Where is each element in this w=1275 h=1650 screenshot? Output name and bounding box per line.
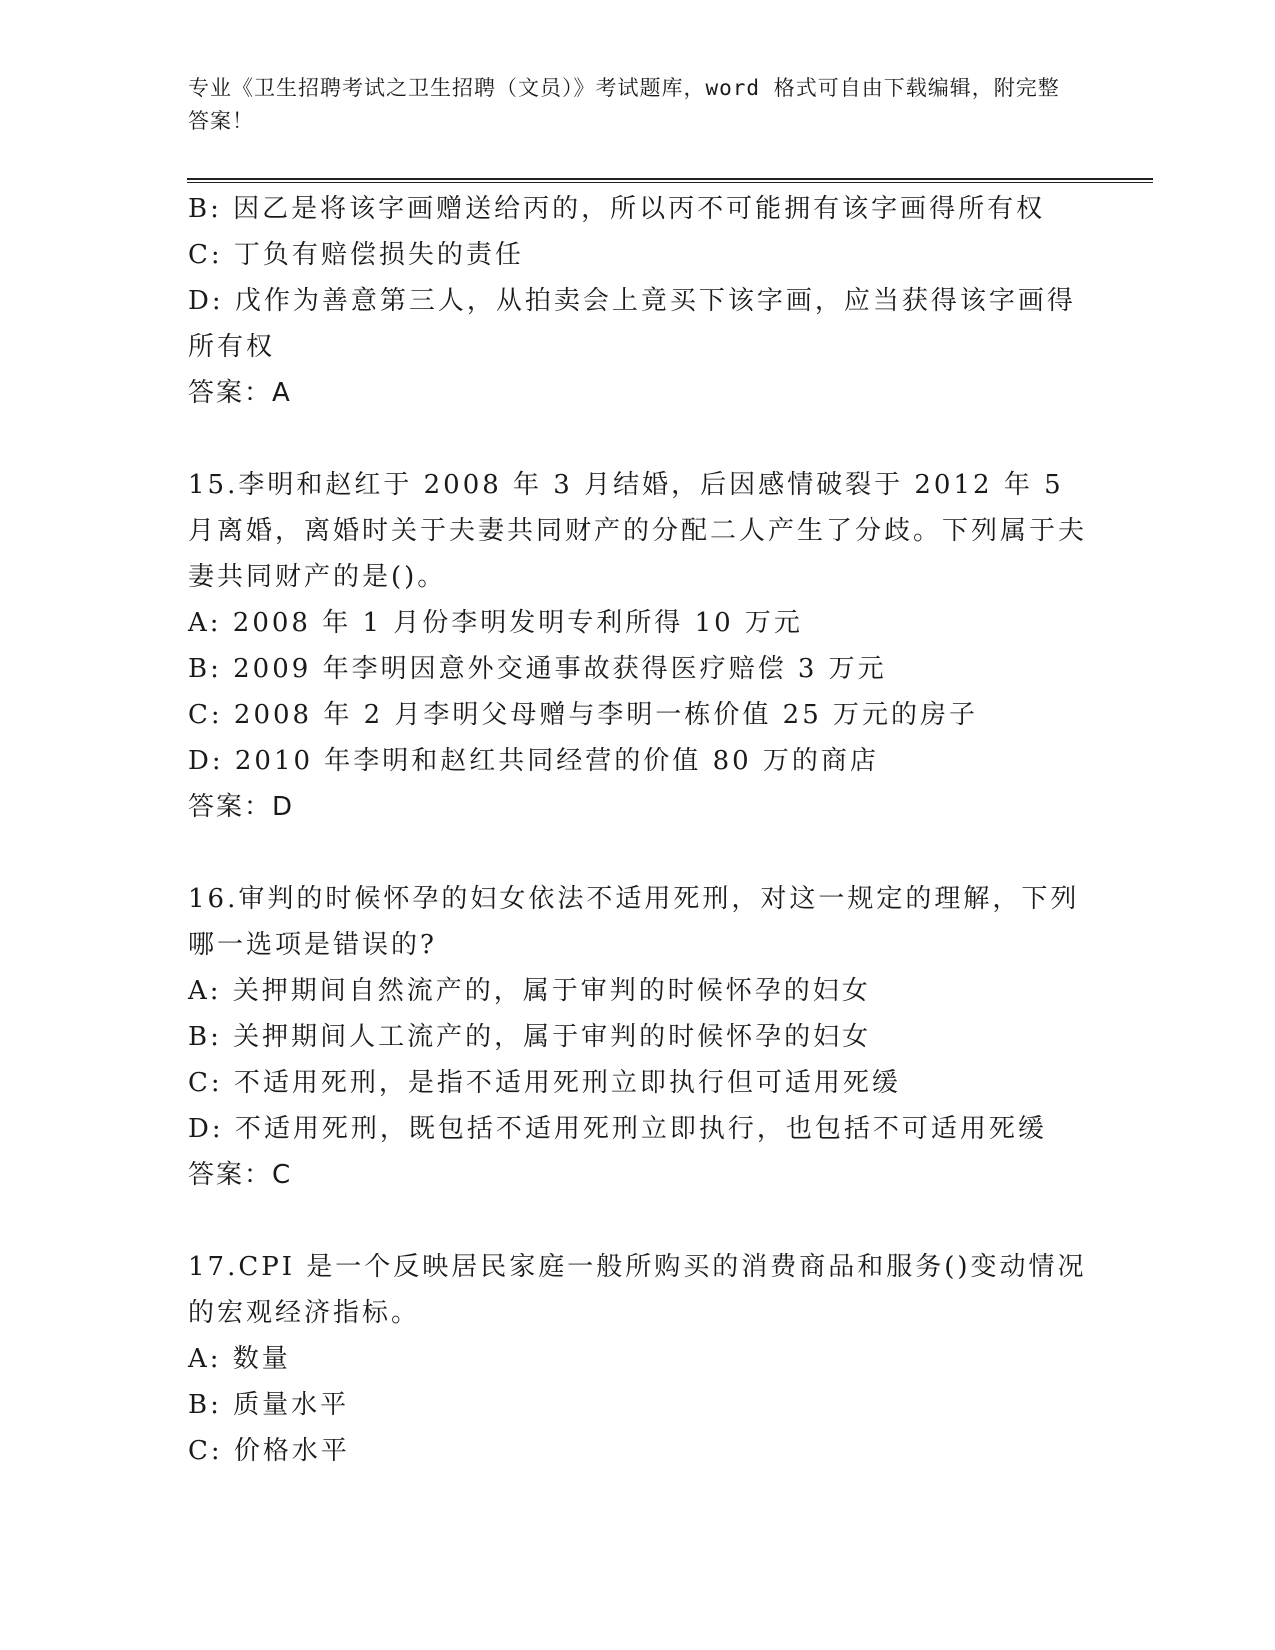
question-line: D: 不适用死刑，既包括不适用死刑立即执行，也包括不可适用死缓 (188, 1114, 1047, 1144)
question-line: 16.审判的时候怀孕的妇女依法不适用死刑，对这一规定的理解，下列哪一选项是错误的? (188, 884, 1080, 960)
question-line: C: 2008 年 2 月李明父母赠与李明一栋价值 25 万元的房子 (188, 700, 979, 730)
question-line: C: 不适用死刑，是指不适用死刑立即执行但可适用死缓 (188, 1068, 901, 1098)
header-divider (187, 178, 1153, 183)
block-gap (188, 1198, 1088, 1244)
question-line: C: 价格水平 (188, 1436, 350, 1466)
question-line: B: 关押期间人工流产的，属于审判的时候怀孕的妇女 (188, 1022, 872, 1052)
question-line: 17.CPI 是一个反映居民家庭一般所购买的消费商品和服务()变动情况的宏观经济指标。 (188, 1252, 1087, 1328)
answer-line: 答案：C (188, 1160, 293, 1190)
question-line: B: 质量水平 (188, 1390, 350, 1420)
question-line: A: 数量 (188, 1344, 291, 1374)
answer-line: 答案：D (188, 792, 295, 822)
question-line: B: 因乙是将该字画赠送给丙的，所以丙不可能拥有该字画得所有权 (188, 194, 1046, 224)
question-line: B: 2009 年李明因意外交通事故获得医疗赔偿 3 万元 (188, 654, 887, 684)
answer-line: 答案：A (188, 378, 292, 408)
block-gap (188, 830, 1088, 876)
question-line: D: 戊作为善意第三人，从拍卖会上竟买下该字画，应当获得该字画得所有权 (188, 286, 1076, 362)
page-header: 专业《卫生招聘考试之卫生招聘（文员）》考试题库，word 格式可自由下载编辑，附完整答案！ (188, 76, 1060, 133)
question-content (188, 186, 1088, 1474)
question-line: C: 丁负有赔偿损失的责任 (188, 240, 524, 270)
block-gap (188, 416, 1088, 462)
question-line: A: 关押期间自然流产的，属于审判的时候怀孕的妇女 (188, 976, 871, 1006)
question-line: D: 2010 年李明和赵红共同经营的价值 80 万的商店 (188, 746, 879, 776)
question-line: A: 2008 年 1 月份李明发明专利所得 10 万元 (188, 608, 803, 638)
question-line: 15.李明和赵红于 2008 年 3 月结婚，后因感情破裂于 2012 年 5 月离婚，离婚时关于夫妻共同财产的分配二人产生了分歧。下列属于夫妻共同财产的是()。 (188, 470, 1088, 592)
